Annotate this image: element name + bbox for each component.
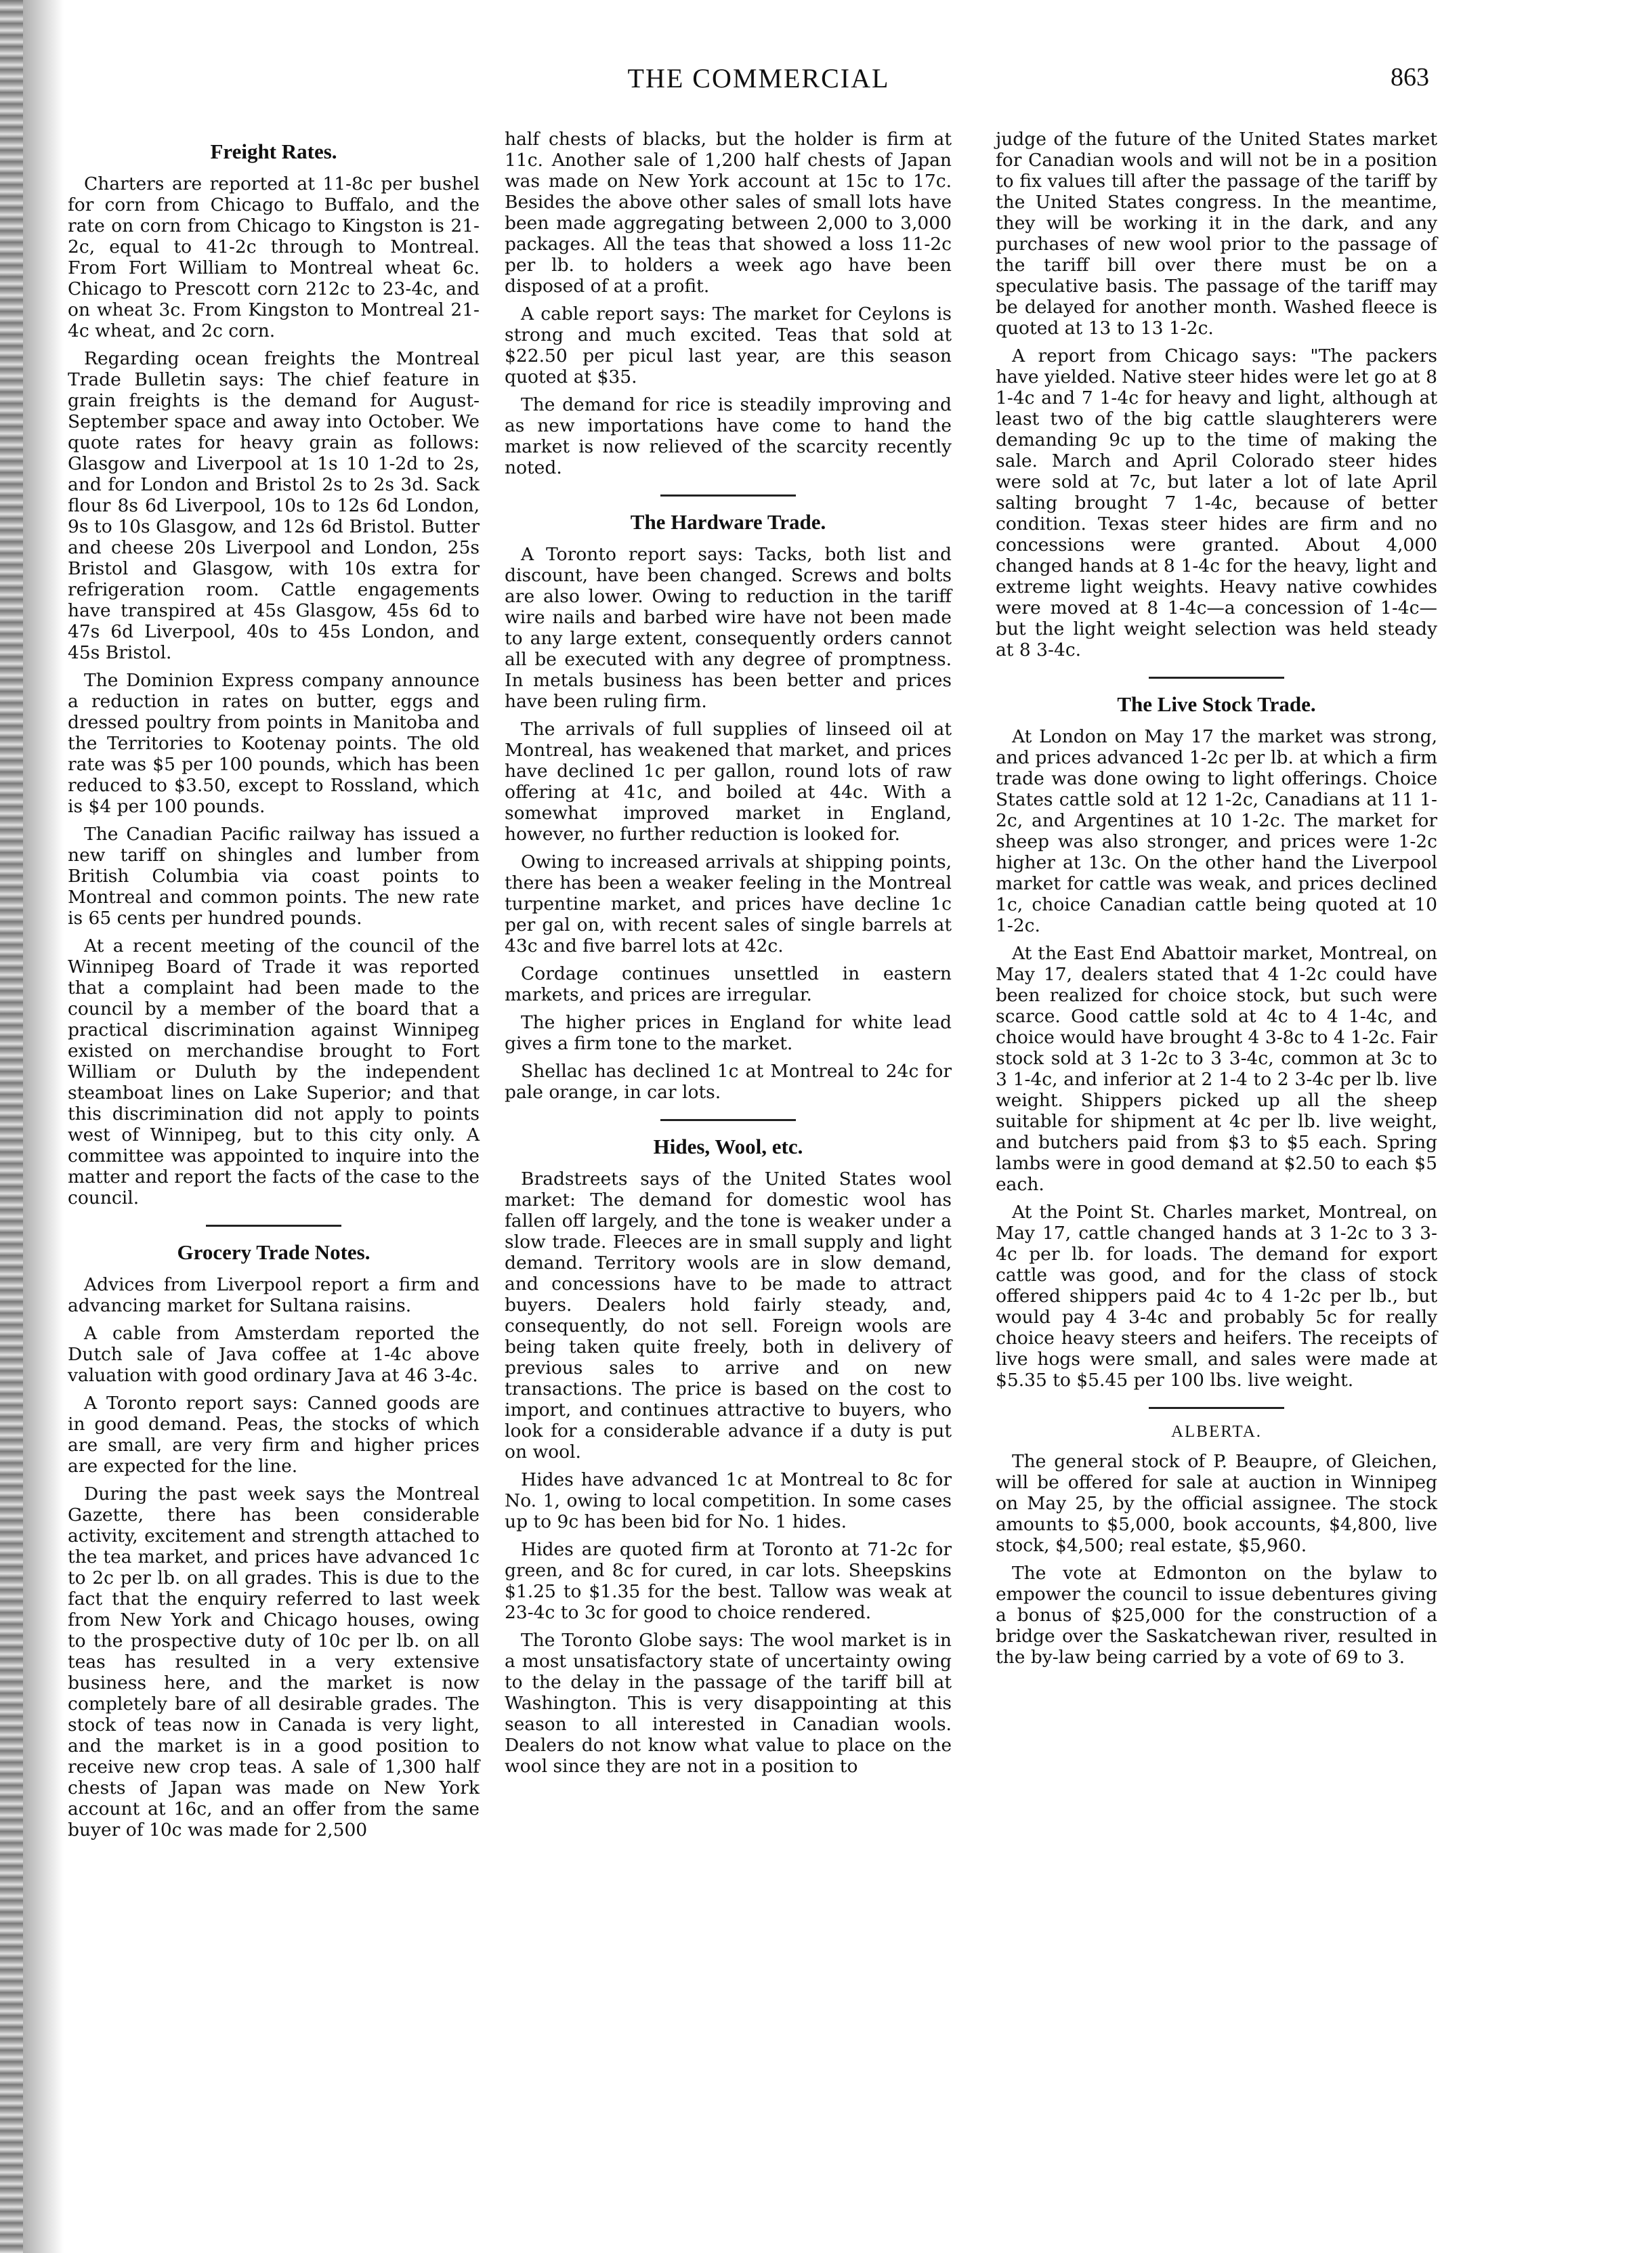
- paragraph: judge of the future of the United States market for Canadian wools and will not be in a position to fix values till after the passage of the tariff by the United States congress. In the meantime, they will be working it in the dark, and any purchases of new wool prior to the passage of the tariff bill over there must be on a speculative basis. The passage of the tariff may be delayed for another month. Washed fleece is quoted at 13 to 13 1-2c.: [996, 129, 1437, 339]
- paragraph: Charters are reported at 11-8c per bushel for corn from Chicago to Buffalo, and the rate on corn from Chicago to Kingston is 21-2c, equal to 41-2c through to Montreal. From Fort William to Montreal wheat 6c. Chicago to Prescott corn 212c to 23-4c, and on wheat 3c. From Kingston to Montreal 21-4c wheat, and 2c corn.: [68, 173, 480, 341]
- binding-shadow: [23, 0, 64, 2253]
- paragraph: Hides have advanced 1c at Montreal to 8c for No. 1, owing to local competition. In some cases up to 9c has been bid for No. 1 hides.: [505, 1469, 952, 1532]
- paragraph: Shellac has declined 1c at Montreal to 24c for pale orange, in car lots.: [505, 1061, 952, 1103]
- section-divider: [206, 1225, 341, 1227]
- heading-freight-rates: Freight Rates.: [210, 140, 337, 163]
- paragraph: half chests of blacks, but the holder is firm at 11c. Another sale of 1,200 half chests of Japan was made on New York account at 15c to 17c. Besides the above other sales of small lots have been made aggregating between 2,000 to 3,000 packages. All the teas that showed a loss 11-2c per lb. to holders a week ago have been disposed of at a profit.: [505, 129, 952, 297]
- section-divider: [1149, 1407, 1284, 1409]
- heading-live-stock-trade: The Live Stock Trade.: [1117, 692, 1316, 716]
- section-divider: [660, 494, 796, 497]
- paragraph: Bradstreets says of the United States wool market: The demand for domestic wool has fallen off largely, and the tone is weaker under a slow trade. Fleeces are in small supply and light demand. Territory wools are in slow demand, and concessions have to be made to attract buyers. Dealers hold fairly steady, and, consequently, do not sell. Foreign wools are being taken quite freely, both in delivery of previous sales to arrive and on new transactions. The price is based on the cost to import, and continues attractive to buyers, who look for a considerable advance if a duty is put on wool.: [505, 1168, 952, 1462]
- paragraph: At the Point St. Charles market, Montreal, on May 17, cattle changed hands at 3 1-2c to 3 3-4c per lb. for loads. The demand for export cattle was good, and for the class of stock offered shippers paid 4c to 4 1-2c per lb., but would pay 4 3-4c and probably 5c for really choice heavy steers and heifers. The receipts of live hogs were small, and sales were made at $5.35 to $5.45 per 100 lbs. live weight.: [996, 1202, 1437, 1391]
- section-divider: [660, 1119, 796, 1121]
- paragraph: A Toronto report says: Tacks, both list and discount, have been changed. Screws and bolts are also lower. Owing to reduction in the tariff wire nails and barbed wire have not been made to any large extent, consequently orders cannot all be executed with any degree of promptness. In metals business has been better and prices have been ruling firm.: [505, 544, 952, 712]
- paragraph: At London on May 17 the market was strong, and prices advanced 1-2c per lb. at which a firm trade was done owing to light offerings. Choice States cattle sold at 12 1-2c, Canadians at 11 1-2c, and Argentines at 10 1-2c. The market for sheep was also stronger, and prices were 1-2c higher at 13c. On the other hand the Liverpool market for cattle was weak, and prices declined 1c, choice Canadian cattle being quoted at 10 1-2c.: [996, 726, 1437, 936]
- paragraph: A report from Chicago says: "The packers have yielded. Native steer hides were let go at 8 1-4c and 7 1-4c for heavy and light, although at least two of the big cattle slaughterers were demanding 9c up to the time of making the sale. March and April Colorado steer hides were sold at 7c, but later a lot of late April salting brought 7 1-4c, because of better condition. Texas steer hides are firm and no concessions were granted. About 4,000 changed hands at 8 1-4c for the heavy, light and extreme light weights. Heavy native cowhides were moved at 8 1-4c—a concession of 1-4c—but the light weight selection was held steady at 8 3-4c.: [996, 345, 1437, 660]
- paragraph: The demand for rice is steadily improving and as new importations have come to hand the market is now relieved of the scarcity recently noted.: [505, 394, 952, 478]
- page-binding-edge: [0, 0, 23, 2253]
- paragraph: A cable from Amsterdam reported the Dutch sale of Java coffee at 1-4c above valuation with good ordinary Java at 46 3-4c.: [68, 1323, 480, 1386]
- paragraph: Hides are quoted firm at Toronto at 71-2c for green, and 8c for cured, in car lots. Sheepskins $1.25 to $1.35 for the best. Tallow was weak at 23-4c to 3c for good to choice rendered.: [505, 1539, 952, 1623]
- paragraph: At the East End Abattoir market, Montreal, on May 17, dealers stated that 4 1-2c could have been realized for choice stock, but such were scarce. Good cattle sold at 4c to 4 1-4c, and choice would have brought 4 3-8c to 4 1-2c. Fair stock sold at 3 1-2c to 3 3-4c, common at 3c to 3 1-4c, and inferior at 2 1-4 to 2 3-4c per lb. live weight. Shippers picked up all the sheep suitable for shipment at 4c per lb. live weight, and butchers paid from $3 to $5 each. Spring lambs were in good demand at $2.50 to each $5 each.: [996, 943, 1437, 1195]
- paragraph: The Toronto Globe says: The wool market is in a most unsatisfactory state of uncertainty owing to the delay in the passage of the tariff bill at Washington. This is very disappointing at this season to all interested in Canadian wools. Dealers do not know what value to place on the wool since they are not in a position to: [505, 1630, 952, 1777]
- paragraph: The higher prices in England for white lead gives a firm tone to the market.: [505, 1012, 952, 1054]
- paragraph: The Dominion Express company announce a reduction in rates on butter, eggs and dressed poultry from points in Manitoba and the Territories to Kootenay points. The old rate was $5 per 100 pounds, which has been reduced to $3.50, except to Rossland, which is $4 per 100 pounds.: [68, 670, 480, 817]
- heading-alberta: ALBERTA.: [1170, 1423, 1263, 1441]
- section-divider: [1149, 677, 1284, 679]
- paragraph: A Toronto report says: Canned goods are in good demand. Peas, the stocks of which are small, are very firm and higher prices are expected for the line.: [68, 1393, 480, 1477]
- paragraph: Advices from Liverpool report a firm and advancing market for Sultana raisins.: [68, 1274, 480, 1316]
- page-number: 863: [1391, 63, 1429, 91]
- paragraph: The vote at Edmonton on the bylaw to empower the council to issue debentures giving a bonus of $25,000 for the construction of a bridge over the Saskatchewan river, resulted in the by-law being carried by a vote of 69 to 3.: [996, 1563, 1437, 1668]
- column-2: [505, 129, 952, 1784]
- publication-title: THE COMMERCIAL: [627, 63, 890, 93]
- paragraph: At a recent meeting of the council of the Winnipeg Board of Trade it was reported that a complaint had been made to the council by a member of the board that a practical discrimination against Winnipeg existed on merchandise brought to Fort William or Duluth by the independent steamboat lines on Lake Superior; and that this discrimination did not apply to points west of Winnipeg, but to this city only. A committee was appointed to inquire into the matter and report the facts of the case to the council.: [68, 935, 480, 1208]
- paragraph: Owing to increased arrivals at shipping points, there has been a weaker feeling in the Montreal turpentine market, and prices have decline 1c per gal on, with recent sales of single barrels at 43c and five barrel lots at 42c.: [505, 851, 952, 956]
- page-header: [0, 62, 1652, 103]
- paragraph: Cordage continues unsettled in eastern markets, and prices are irregular.: [505, 963, 952, 1005]
- paragraph: Regarding ocean freights the Montreal Trade Bulletin says: The chief feature in grain freights is the demand for August-September space and away into October. We quote rates for heavy grain as follows: Glasgow and Liverpool at 1s 10 1-2d to 2s, and for London and Bristol 2s to 2s 3d. Sack flour 8s 6d Liverpool, 10s to 12s 6d London, 9s to 10s Glasgow, and 12s 6d Bristol. Butter and cheese 20s Liverpool and London, 25s Bristol and Glasgow, with 10s extra for refrigeration room. Cattle engagements have transpired at 45s Glasgow, 45s 6d to 47s 6d Liverpool, 40s to 45s London, and 45s Bristol.: [68, 348, 480, 663]
- paragraph: The Canadian Pacific railway has issued a new tariff on shingles and lumber from British Columbia via coast points to Montreal and common points. The new rate is 65 cents per hundred pounds.: [68, 824, 480, 929]
- paragraph: A cable report says: The market for Ceylons is strong and much excited. Teas that sold at $22.50 per picul last year, are this season quoted at $35.: [505, 303, 952, 387]
- heading-grocery-trade-notes: Grocery Trade Notes.: [177, 1240, 370, 1264]
- column-1: [68, 129, 480, 1847]
- paragraph: The arrivals of full supplies of linseed oil at Montreal, has weakened that market, and prices have declined 1c per gallon, round lots of raw offering at 41c, and boiled at 44c. With a somewhat improved market in England, however, no further reduction is looked for.: [505, 719, 952, 845]
- heading-hardware-trade: The Hardware Trade.: [630, 510, 826, 534]
- paragraph: During the past week says the Montreal Gazette, there has been considerable activity, excitement and strength attached to the tea market, and prices have advanced 1c to 2c per lb. on all grades. This is due to the fact that the enquiry referred to last week from New York and Chicago houses, owing to the prospective duty of 10c per lb. on all teas has resulted in a very extensive business here, and the market is now completely bare of all desirable grades. The stock of teas now in Canada is very light, and the market is in a good position to receive new crop teas. A sale of 1,300 half chests of Japan was made on New York account at 16c, and an offer from the same buyer of 10c was made for 2,500: [68, 1483, 480, 1840]
- heading-hides-wool: Hides, Wool, etc.: [653, 1135, 803, 1158]
- column-3: [996, 129, 1437, 1675]
- paragraph: The general stock of P. Beaupre, of Gleichen, will be offered for sale at auction in Winnipeg on May 25, by the official assignee. The stock amounts to $5,000, book accounts, $4,800, live stock, $4,500; real estate, $5,960.: [996, 1451, 1437, 1556]
